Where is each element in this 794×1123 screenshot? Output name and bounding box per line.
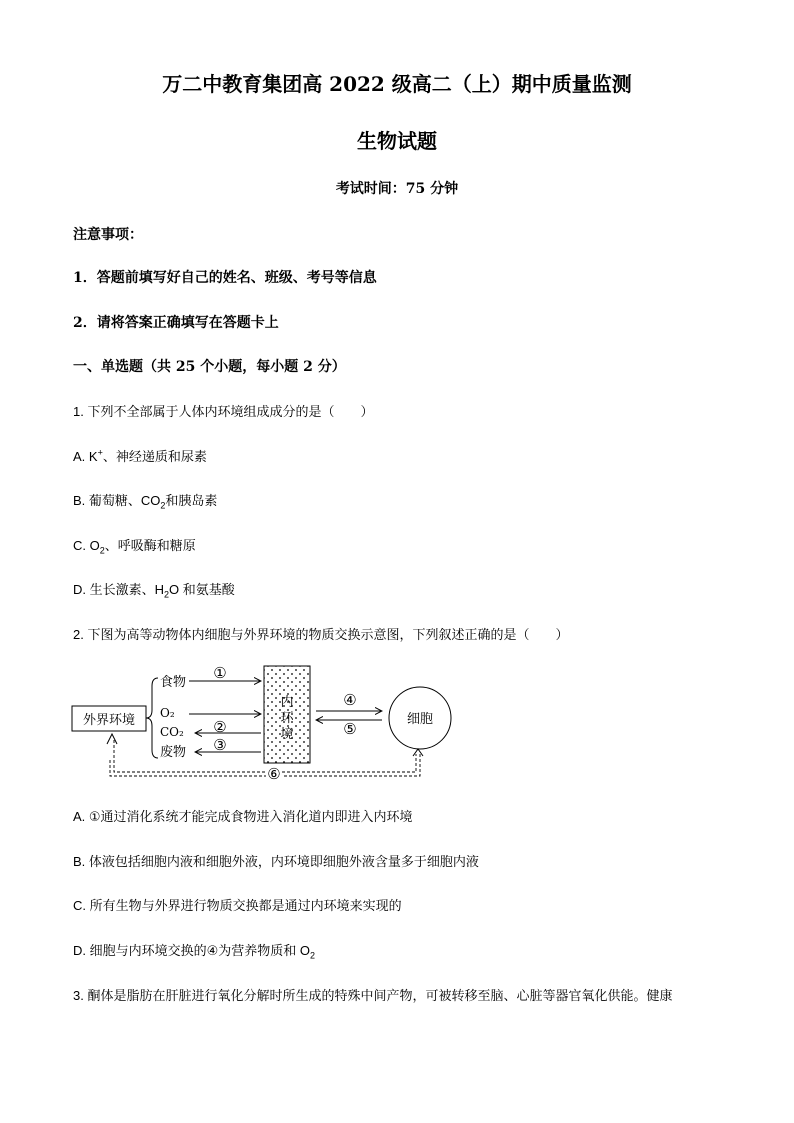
- question-1-option-b: B. 葡萄糖、$CO_2$和胰岛素: [73, 493, 218, 511]
- exam-subtitle: 生物试题: [357, 129, 437, 153]
- question-2-option-c: C. 所有生物与外界进行物质交换都是通过内环境来实现的: [73, 898, 402, 913]
- food-label: 食物: [160, 675, 187, 690]
- co2-label: CO₂: [160, 725, 184, 739]
- arrow-6-head-right: [413, 749, 423, 756]
- cell-label: 细胞: [406, 712, 434, 727]
- question-3-stem: 3. 酮体是脂肪在肝脏进行氧化分解时所生成的特殊中间产物，可被转移至脑、心脏等器官氧化供能。健康: [73, 988, 673, 1003]
- question-1-stem: 1. 下列不全部属于人体内环境组成成分的是（ ）: [73, 404, 374, 419]
- question-2-option-d: D. 细胞与内环境交换的④为营养物质和 $O_2$: [73, 943, 316, 961]
- exam-title: 万二中教育集团高 2022 级高二（上）期中质量监测: [162, 72, 632, 96]
- question-1-option-a: A. K+、神经递质和尿素: [73, 447, 207, 464]
- question-2-option-a: A. ①通过消化系统才能完成食物进入消化道内即进入内环境: [73, 809, 413, 824]
- arrow-5-number: ⑤: [343, 720, 357, 738]
- question-1-option-d: D. 生长激素、$H_2O$ 和氨基酸: [73, 582, 235, 600]
- o2-label: O₂: [160, 706, 175, 720]
- question-1-option-c: C. $O_2$、呼吸酶和糖原: [73, 538, 196, 556]
- arrow-6-head-left: [107, 734, 117, 744]
- section-heading: 一、单选题（共 25 个小题，每小题 2 分）: [73, 359, 346, 375]
- inner-environment-char-3: 境: [280, 727, 294, 742]
- inner-environment-char-1: 内: [280, 695, 294, 710]
- arrow-4-number: ④: [343, 691, 357, 709]
- exchange-diagram: [70, 660, 470, 782]
- arrow-3-number: ③: [213, 736, 227, 754]
- inner-environment-char-2: 环: [280, 711, 294, 726]
- question-2-option-b: B. 体液包括细胞内液和细胞外液，内环境即细胞外液含量多于细胞内液: [73, 854, 479, 869]
- exam-time: 考试时间：75 分钟: [335, 181, 459, 197]
- arrow-2-number: ②: [213, 718, 227, 736]
- waste-label: 废物: [160, 745, 187, 760]
- notes-heading: 注意事项：: [73, 227, 143, 243]
- arrow-6-number: ⑥: [267, 765, 281, 782]
- notes-item-2: 2．请将答案正确填写在答题卡上: [73, 315, 279, 331]
- outside-environment-label: 外界环境: [82, 713, 136, 728]
- notes-item-1: 1．答题前填写好自己的姓名、班级、考号等信息: [73, 270, 377, 286]
- question-2-stem: 2. 下图为高等动物体内细胞与外界环境的物质交换示意图，下列叙述正确的是（ ）: [73, 627, 569, 642]
- brace: [146, 678, 158, 758]
- arrow-1-number: ①: [213, 664, 227, 682]
